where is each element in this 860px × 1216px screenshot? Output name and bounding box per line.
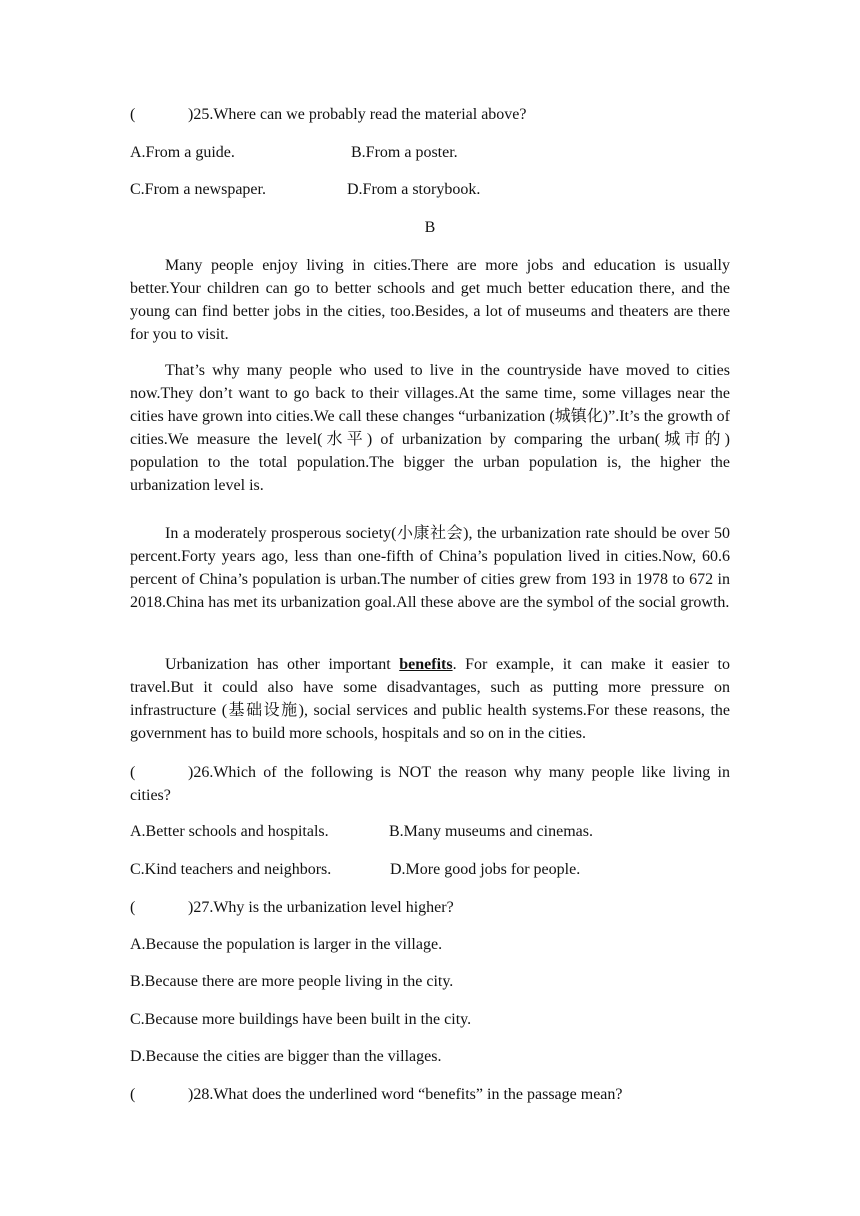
question-28 bbox=[130, 1085, 623, 1105]
option-a: A.Better schools and hospitals. bbox=[130, 823, 329, 840]
question-text: )27.Why is the urbanization level higher? bbox=[188, 899, 454, 916]
question-25 bbox=[130, 105, 527, 125]
passage-paragraph-4 bbox=[130, 653, 730, 745]
option-c: C.Kind teachers and neighbors. bbox=[130, 861, 332, 878]
option-b: B.Many museums and cinemas. bbox=[389, 823, 593, 840]
options-row bbox=[130, 822, 730, 842]
question-26 bbox=[130, 761, 730, 807]
passage-paragraph-2: That’s why many people who used to live in the countryside have moved to cities now.They don’t want to go back to their villages.At the same time, some villages near the cities have grown into cities.We call these changes “urbanization (城镇化)”.It’s the growth of cities.We measure the level(水平) of urbanization by comparing the urban(城市的) population to the total population.The bigger the urban population is, the higher the urbanization level is. bbox=[130, 362, 730, 494]
option-d: D.Because the cities are bigger than the villages. bbox=[130, 1048, 442, 1065]
question-27 bbox=[130, 898, 454, 918]
underlined-word: benefits bbox=[399, 656, 453, 673]
answer-blank[interactable]: ( bbox=[130, 899, 136, 916]
answer-blank[interactable]: ( bbox=[130, 764, 136, 781]
options-row bbox=[130, 180, 730, 200]
passage-paragraph-1: Many people enjoy living in cities.There are more jobs and education is usually better.Your children can go to better schools and get much better education there, and the young can find better jobs in the cities, too.Besides, a lot of museums and theaters are there for you to visit. bbox=[130, 257, 730, 343]
options-row bbox=[130, 143, 730, 163]
paragraph-text: . For example, it can make it easier to travel.But it could also have some disadvantages, such as putting more pressure on infrastructure (基础设施), social services and public health systems.For these reasons, the government has to build more schools, hospitals and so on in the cities. bbox=[130, 656, 730, 742]
option-b: B.Because there are more people living in the city. bbox=[130, 973, 454, 990]
option-d: D.More good jobs for people. bbox=[390, 861, 581, 878]
passage-paragraph-3: In a moderately prosperous society(小康社会), the urbanization rate should be over 50 percent.Forty years ago, less than one-fifth of China’s population lived in cities.Now, 60.6 percent of China’s population is urban.The number of cities grew from 193 in 1978 to 672 in 2018.China has met its urbanization goal.All these above are the symbol of the social growth. bbox=[130, 525, 730, 611]
options-row bbox=[130, 860, 730, 880]
paragraph-text: Urbanization has other important bbox=[165, 656, 400, 673]
question-text: )28.What does the underlined word “benefits” in the passage mean? bbox=[188, 1086, 623, 1103]
option-c: C.Because more buildings have been built in the city. bbox=[130, 1011, 472, 1028]
question-text: )25.Where can we probably read the material above? bbox=[188, 106, 527, 123]
option-a: A.From a guide. bbox=[130, 144, 235, 161]
answer-blank[interactable]: ( bbox=[130, 106, 136, 123]
option-c: C.From a newspaper. bbox=[130, 181, 266, 198]
option-a: A.Because the population is larger in the village. bbox=[130, 936, 443, 953]
option-d: D.From a storybook. bbox=[347, 181, 481, 198]
option-b: B.From a poster. bbox=[351, 144, 458, 161]
section-heading: B bbox=[424, 219, 436, 236]
question-text: )26.Which of the following is NOT the reason why many people like living in cities? bbox=[130, 764, 730, 804]
answer-blank[interactable]: ( bbox=[130, 1086, 136, 1103]
